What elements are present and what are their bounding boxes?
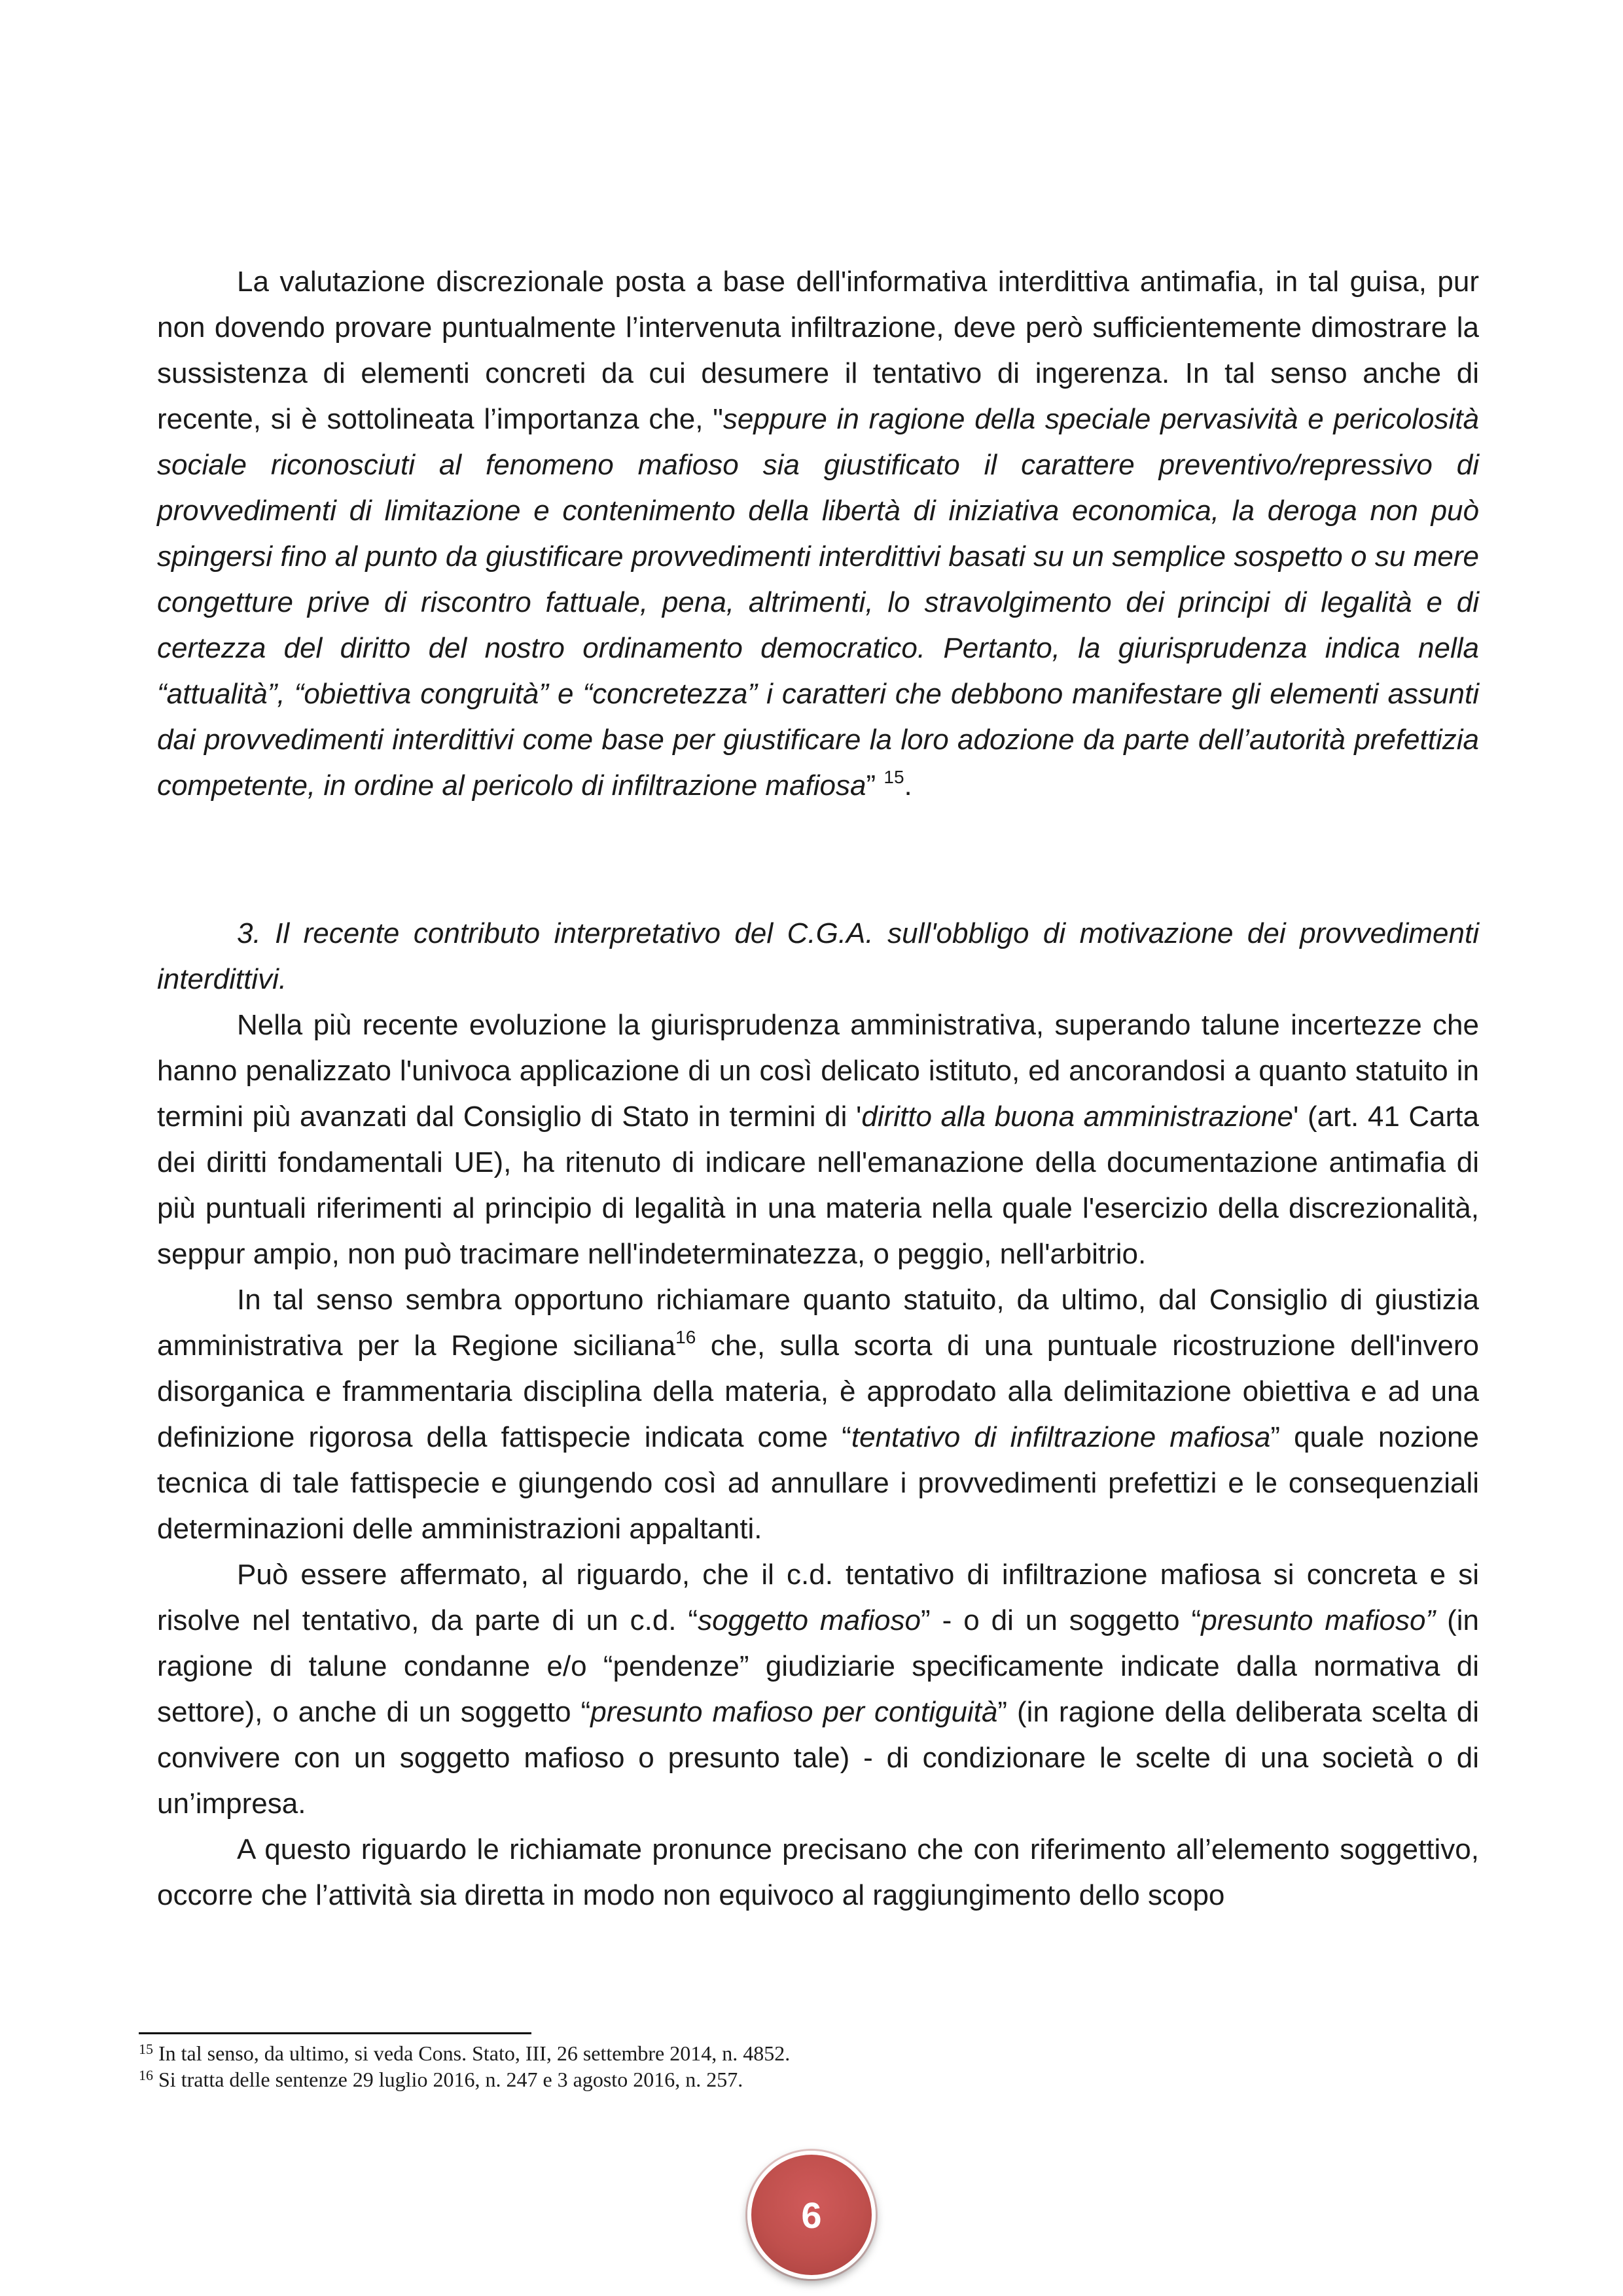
paragraph-2-text-end: ' (art. 41 Carta dei diritti fondamentali UE), ha ritenuto di indicare nell'emanazione della documentazione antimafia di più puntuali riferimenti al principio di legalità in una materia nella quale l'esercizio della discrezionalità, seppur ampio, non può tracimare nell'indeterminatezza, o peggio, nell'arbitrio. <box>157 1101 1480 1270</box>
paragraph-4-text-2: ” - o di un soggetto “ <box>921 1604 1202 1636</box>
paragraph-3-text: In tal senso sembra opportuno richiamare quanto statuito, da ultimo, dal Consiglio di giustizia amministrativa per la Regione siciliana <box>157 1284 1479 1362</box>
paragraph-4-text-4: ” (in ragione della deliberata scelta di convivere con un soggetto mafioso o presunto tale) - di condizionare le scelte di una società o di un’impresa. <box>157 1696 1479 1820</box>
footnote-text: In tal senso, da ultimo, si veda Cons. Stato, III, 26 settembre 2014, n. 4852. <box>153 2041 791 2065</box>
body-text-top <box>157 259 1479 809</box>
paragraph-4-emphasis-3: presunto mafioso per contiguità <box>590 1696 998 1728</box>
footnote-ref-16[interactable]: 16 <box>675 1327 696 1347</box>
paragraph-4-emphasis-1: soggetto mafioso <box>698 1604 921 1636</box>
footnote-text: Si tratta delle sentenze 29 luglio 2016, n. 247 e 3 agosto 2016, n. 257. <box>153 2068 743 2091</box>
paragraph-5: A questo riguardo le richiamate pronunce precisano che con riferimento all’elemento soggettivo, occorre che l’attività sia diretta in modo non equivoco al raggiungimento dello scopo <box>157 1833 1479 1911</box>
body-text-bottom <box>157 911 1479 1918</box>
footnote-15 <box>139 2040 1480 2066</box>
paragraph-1-intro: La valutazione discrezionale posta a base dell'informativa interdittiva antimafia, in tal guisa, pur non dovendo provare puntualmente l’intervenuta infiltrazione, deve però sufficientemente dimostrare la sussistenza di elementi concreti da cui desumere il tentativo di ingerenza. In tal senso anche di recente, si è sottolineata l’importanza che, " <box>157 266 1479 435</box>
paragraph-2-emphasis: diritto alla buona amministrazione <box>861 1101 1293 1133</box>
footnote-number: 15 <box>139 2041 153 2057</box>
footnotes <box>139 2040 1480 2093</box>
paragraph-4-text-3: (in ragione di talune condanne e/o “pendenze” giudiziarie specificamente indicate dalla normativa di settore), o anche di un soggetto “ <box>157 1604 1480 1728</box>
page-number: 6 <box>801 2194 822 2236</box>
paragraph-4-emphasis-2: presunto mafioso” <box>1201 1604 1436 1636</box>
paragraph-1-end: . <box>904 769 912 802</box>
footnote-divider <box>139 2032 531 2034</box>
paragraph-3 <box>157 1277 1479 1552</box>
section-heading: 3. Il recente contributo interpretativo del C.G.A. sull'obbligo di motivazione dei provvedimenti interdittivi. <box>157 917 1479 995</box>
paragraph-4 <box>157 1552 1479 1827</box>
footnote-ref-15[interactable]: 15 <box>883 767 904 787</box>
footnote-number: 16 <box>139 2067 153 2083</box>
page-number-badge <box>747 2151 876 2279</box>
paragraph-2 <box>157 1002 1479 1277</box>
paragraph-1-quote: seppure in ragione della speciale pervasività e pericolosità sociale riconosciuti al fenomeno mafioso sia giustificato il carattere preventivo/repressivo di provvedimenti di limitazione e contenimento della libertà di iniziativa economica, la deroga non può spingersi fino al punto da giustificare provvedimenti interdittivi basati su un semplice sospetto o su mere congetture prive di riscontro fattuale, pena, altrimenti, lo stravolgimento dei principi di legalità e di certezza del diritto del nostro ordinamento democratico. Pertanto, la giurisprudenza indica nella “attualità”, “obiettiva congruità” e “concretezza” i caratteri che debbono manifestare gli elementi assunti dai provvedimenti interdittivi come base per giustificare la loro adozione da parte dell’autorità prefettizia competente, in ordine al pericolo di infiltrazione mafiosa <box>157 403 1480 802</box>
footnote-16 <box>139 2066 1480 2093</box>
paragraph-3-text-mid: che, sulla scorta di una puntuale ricostruzione dell'invero disorganica e frammentaria disciplina della materia, è approdato alla delimitazione obiettiva e ad una definizione rigorosa della fattispecie indicata come “ <box>157 1330 1479 1453</box>
paragraph-2-text: Nella più recente evoluzione la giurisprudenza amministrativa, superando talune incertezze che hanno penalizzato l'univoca applicazione di un così delicato istituto, ed ancorandosi a quanto statuito in termini più avanzati dal Consiglio di Stato in termini di ' <box>157 1009 1479 1133</box>
paragraph-3-text-end: ” quale nozione tecnica di tale fattispecie e giungendo così ad annullare i provvedimenti prefettizi e le consequenziali determinazioni delle amministrazioni appaltanti. <box>157 1421 1480 1545</box>
paragraph-1-close: ” <box>866 769 884 802</box>
paragraph-3-emphasis: tentativo di infiltrazione mafiosa <box>851 1421 1271 1453</box>
paragraph-4-text: Può essere affermato, al riguardo, che il c.d. tentativo di infiltrazione mafiosa si concreta e si risolve nel tentativo, da parte di un c.d. “ <box>157 1559 1479 1636</box>
paragraph-1 <box>157 259 1479 809</box>
